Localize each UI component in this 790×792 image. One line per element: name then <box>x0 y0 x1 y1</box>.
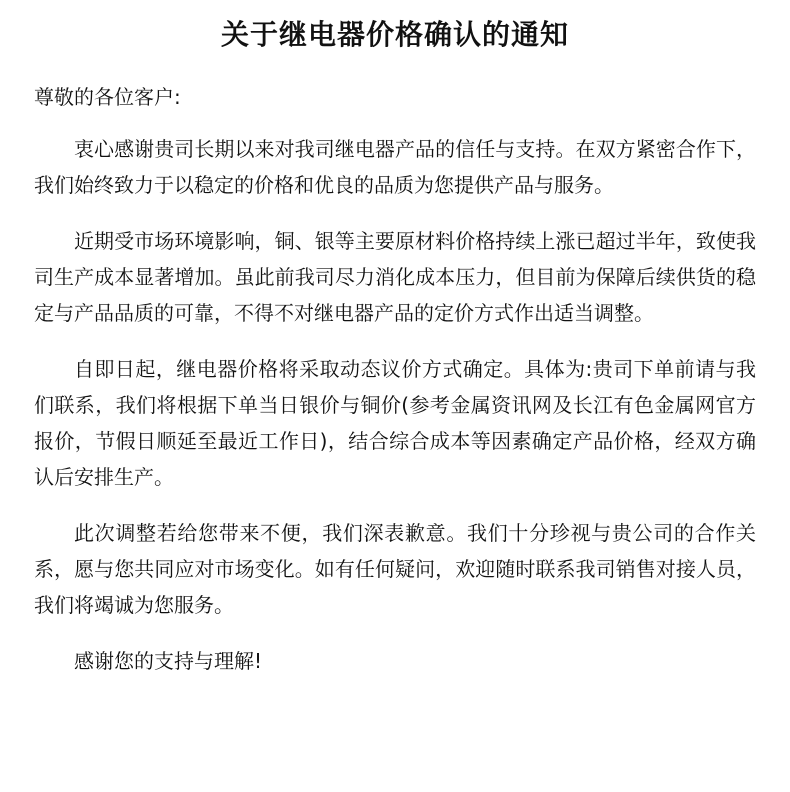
notice-title: 关于继电器价格确认的通知 <box>220 18 569 51</box>
paragraph-pricing-method: 自即日起，继电器价格将采取动态议价方式确定。具体为:贵司下单前请与我们联系，我们将根据下单当日银价与铜价(参考金属资讯网及长江有色金属网官方报价，节假日顺延至最近工作日)，结合综合成本等因素确定产品价格，经双方确认后安排生产。 <box>34 357 756 489</box>
paragraph-thanks: 衷心感谢贵司长期以来对我司继电器产品的信任与支持。在双方紧密合作下，我们始终致力于以稳定的价格和优良的品质为您提供产品与服务。 <box>34 137 756 197</box>
salutation: 尊敬的各位客户: <box>34 85 181 109</box>
paragraph-cost-increase: 近期受市场环境影响，铜、银等主要原材料价格持续上涨已超过半年，致使我司生产成本显著增加。虽此前我司尽力消化成本压力，但目前为保障后续供货的稳定与产品品质的可靠，不得不对继电器产品的定价方式作出适当调整。 <box>34 229 756 325</box>
paragraph-closing: 感谢您的支持与理解! <box>74 649 263 673</box>
paragraph-apology: 此次调整若给您带来不便，我们深表歉意。我们十分珍视与贵公司的合作关系，愿与您共同应对市场变化。如有任何疑问，欢迎随时联系我司销售对接人员，我们将竭诚为您服务。 <box>34 521 756 617</box>
